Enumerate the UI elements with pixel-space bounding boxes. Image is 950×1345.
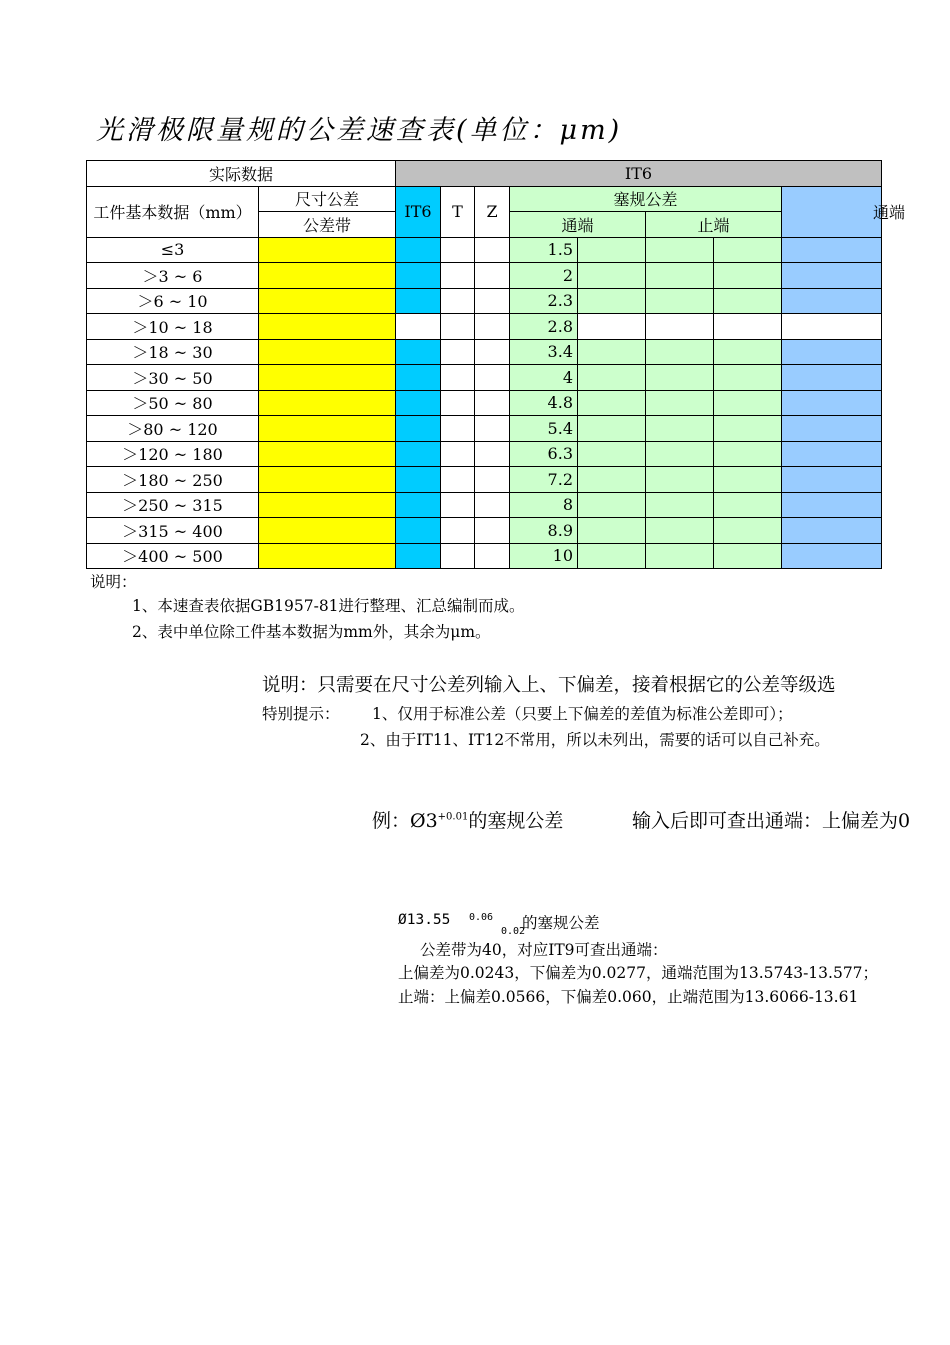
cell-nogo-end-upper bbox=[646, 288, 714, 314]
header-t-col: T bbox=[441, 186, 475, 237]
cell-go-end-upper: 2.3 bbox=[510, 288, 578, 314]
notes-line-1: 1、本速查表依据GB1957-81进行整理、汇总编制而成。 bbox=[132, 597, 525, 615]
cell-nogo-end-lower bbox=[714, 263, 782, 289]
cell-size: ＞250 ~ 315 bbox=[87, 492, 259, 518]
cell-go-end-2 bbox=[782, 492, 882, 518]
cell-it6 bbox=[396, 339, 441, 365]
header-actual-data: 实际数据 bbox=[87, 161, 396, 187]
cell-go-end-upper: 10 bbox=[510, 543, 578, 569]
cell-it6 bbox=[396, 492, 441, 518]
example-1-result: 输入后即可查出通端：上偏差为0 bbox=[632, 810, 911, 832]
cell-nogo-end-lower bbox=[714, 390, 782, 416]
cell-nogo-end-lower bbox=[714, 492, 782, 518]
cell-nogo-end-upper bbox=[646, 416, 714, 442]
cell-go-end-upper: 2.8 bbox=[510, 314, 578, 340]
cell-t bbox=[441, 390, 475, 416]
cell-go-end-2 bbox=[782, 518, 882, 544]
cell-tolerance-band[interactable] bbox=[259, 467, 396, 493]
cell-nogo-end-upper bbox=[646, 237, 714, 263]
cell-tolerance-band[interactable] bbox=[259, 543, 396, 569]
table-row bbox=[87, 314, 882, 340]
cell-tolerance-band[interactable] bbox=[259, 365, 396, 391]
example-1-sup: +0.01 bbox=[437, 811, 469, 823]
cell-t bbox=[441, 263, 475, 289]
cell-nogo-end-upper bbox=[646, 365, 714, 391]
cell-go-end-lower bbox=[578, 543, 646, 569]
cell-t bbox=[441, 441, 475, 467]
cell-size: ＞18 ~ 30 bbox=[87, 339, 259, 365]
cell-it6 bbox=[396, 441, 441, 467]
cell-go-end-upper: 5.4 bbox=[510, 416, 578, 442]
table-row bbox=[87, 543, 882, 569]
example-2-lower: 0.02 bbox=[501, 926, 526, 937]
cell-z bbox=[475, 467, 510, 493]
cell-go-end-lower bbox=[578, 518, 646, 544]
cell-tolerance-band[interactable] bbox=[259, 288, 396, 314]
cell-tolerance-band[interactable] bbox=[259, 416, 396, 442]
cell-nogo-end-lower bbox=[714, 314, 782, 340]
cell-tolerance-band[interactable] bbox=[259, 441, 396, 467]
cell-z bbox=[475, 237, 510, 263]
cell-it6 bbox=[396, 314, 441, 340]
table-row bbox=[87, 467, 882, 493]
cell-z bbox=[475, 365, 510, 391]
cell-nogo-end-upper bbox=[646, 492, 714, 518]
cell-nogo-end-lower bbox=[714, 339, 782, 365]
cell-z bbox=[475, 416, 510, 442]
example-2-line-3: 止端：上偏差0.0566，下偏差0.060，止端范围为13.6066-13.61 bbox=[398, 988, 859, 1006]
cell-z bbox=[475, 339, 510, 365]
cell-t bbox=[441, 288, 475, 314]
cell-size: ＞30 ~ 50 bbox=[87, 365, 259, 391]
cell-go-end-2 bbox=[782, 416, 882, 442]
table-row bbox=[87, 518, 882, 544]
table-row bbox=[87, 237, 882, 263]
cell-size: ＞3 ~ 6 bbox=[87, 263, 259, 289]
cell-nogo-end-upper bbox=[646, 263, 714, 289]
cell-t bbox=[441, 492, 475, 518]
cell-it6 bbox=[396, 467, 441, 493]
example-1-suffix: 的塞规公差 bbox=[468, 810, 564, 832]
cell-size: ＞315 ~ 400 bbox=[87, 518, 259, 544]
cell-z bbox=[475, 390, 510, 416]
instruction-main: 说明：只需要在尺寸公差列输入上、下偏差，接着根据它的公差等级选 bbox=[262, 675, 836, 696]
cell-go-end-upper: 7.2 bbox=[510, 467, 578, 493]
cell-tolerance-band[interactable] bbox=[259, 339, 396, 365]
table-row bbox=[87, 288, 882, 314]
cell-nogo-end-lower bbox=[714, 518, 782, 544]
header-go-end: 通端 bbox=[510, 212, 646, 238]
example-2-line-2: 上偏差为0.0243，下偏差为0.0277，通端范围为13.5743-13.577； bbox=[398, 964, 879, 982]
cell-t bbox=[441, 518, 475, 544]
cell-z bbox=[475, 543, 510, 569]
tip-label: 特别提示： bbox=[262, 705, 340, 723]
header-gauge-tolerance: 塞规公差 bbox=[510, 186, 782, 212]
cell-go-end-upper: 1.5 bbox=[510, 237, 578, 263]
cell-go-end-upper: 8 bbox=[510, 492, 578, 518]
cell-go-end-2 bbox=[782, 263, 882, 289]
cell-nogo-end-upper bbox=[646, 543, 714, 569]
cell-nogo-end-lower bbox=[714, 543, 782, 569]
table-row bbox=[87, 492, 882, 518]
header-it6: IT6 bbox=[396, 161, 882, 187]
example-2-upper: 0.06 bbox=[469, 912, 494, 923]
cell-z bbox=[475, 263, 510, 289]
table-row bbox=[87, 416, 882, 442]
cell-size: ＞180 ~ 250 bbox=[87, 467, 259, 493]
header-size-tolerance: 尺寸公差 bbox=[259, 186, 396, 212]
cell-tolerance-band[interactable] bbox=[259, 263, 396, 289]
cell-it6 bbox=[396, 237, 441, 263]
cell-nogo-end-upper bbox=[646, 314, 714, 340]
table-row bbox=[87, 263, 882, 289]
cell-go-end-2 bbox=[782, 288, 882, 314]
cell-it6 bbox=[396, 518, 441, 544]
cell-nogo-end-lower bbox=[714, 441, 782, 467]
cell-size: ＞400 ~ 500 bbox=[87, 543, 259, 569]
cell-go-end-lower bbox=[578, 441, 646, 467]
cell-nogo-end-upper bbox=[646, 467, 714, 493]
cell-it6 bbox=[396, 416, 441, 442]
notes-heading: 说明： bbox=[90, 573, 137, 591]
cell-z bbox=[475, 518, 510, 544]
cell-go-end-2 bbox=[782, 237, 882, 263]
cell-go-end-2 bbox=[782, 543, 882, 569]
cell-go-end-lower bbox=[578, 339, 646, 365]
cell-t bbox=[441, 365, 475, 391]
header-go-end-2: 通端 bbox=[782, 186, 882, 237]
example-1-prefix: 例：Ø3 bbox=[372, 810, 438, 832]
header-nogo-end: 止端 bbox=[646, 212, 782, 238]
cell-nogo-end-upper bbox=[646, 390, 714, 416]
cell-t bbox=[441, 543, 475, 569]
cell-go-end-lower bbox=[578, 288, 646, 314]
cell-z bbox=[475, 492, 510, 518]
cell-size: ＞80 ~ 120 bbox=[87, 416, 259, 442]
cell-go-end-lower bbox=[578, 467, 646, 493]
cell-tolerance-band[interactable] bbox=[259, 390, 396, 416]
cell-go-end-2 bbox=[782, 390, 882, 416]
tip-2: 2、由于IT11、IT12不常用，所以未列出，需要的话可以自己补充。 bbox=[360, 731, 830, 749]
header-workpiece-size: 工件基本数据（mm） bbox=[87, 186, 259, 237]
cell-it6 bbox=[396, 288, 441, 314]
cell-t bbox=[441, 314, 475, 340]
page-title: 光滑极限量规的公差速查表(单位：μm) bbox=[96, 115, 623, 146]
cell-go-end-lower bbox=[578, 416, 646, 442]
cell-size: ≤3 bbox=[87, 237, 259, 263]
table-row bbox=[87, 339, 882, 365]
cell-nogo-end-lower bbox=[714, 467, 782, 493]
cell-nogo-end-lower bbox=[714, 237, 782, 263]
cell-size: ＞6 ~ 10 bbox=[87, 288, 259, 314]
cell-nogo-end-lower bbox=[714, 288, 782, 314]
cell-it6 bbox=[396, 263, 441, 289]
cell-go-end-2 bbox=[782, 339, 882, 365]
table-row bbox=[87, 365, 882, 391]
cell-go-end-upper: 2 bbox=[510, 263, 578, 289]
cell-nogo-end-lower bbox=[714, 416, 782, 442]
example-2-suffix: 的塞规公差 bbox=[522, 914, 600, 932]
cell-go-end-lower bbox=[578, 365, 646, 391]
cell-it6 bbox=[396, 365, 441, 391]
cell-t bbox=[441, 416, 475, 442]
cell-z bbox=[475, 314, 510, 340]
cell-z bbox=[475, 441, 510, 467]
cell-size: ＞50 ~ 80 bbox=[87, 390, 259, 416]
cell-z bbox=[475, 288, 510, 314]
notes-line-2: 2、表中单位除工件基本数据为mm外，其余为μm。 bbox=[132, 623, 491, 641]
tolerance-table bbox=[86, 160, 950, 569]
table-row bbox=[87, 390, 882, 416]
cell-it6 bbox=[396, 390, 441, 416]
cell-tolerance-band[interactable] bbox=[259, 518, 396, 544]
cell-tolerance-band[interactable] bbox=[259, 237, 396, 263]
header-z-col: Z bbox=[475, 186, 510, 237]
cell-size: ＞10 ~ 18 bbox=[87, 314, 259, 340]
cell-go-end-upper: 8.9 bbox=[510, 518, 578, 544]
example-2-value: Ø13.55 bbox=[398, 912, 451, 928]
cell-go-end-2 bbox=[782, 467, 882, 493]
cell-go-end-upper: 3.4 bbox=[510, 339, 578, 365]
tip-1: 1、仅用于标准公差（只要上下偏差的差值为标准公差即可）； bbox=[372, 705, 793, 723]
cell-tolerance-band[interactable] bbox=[259, 314, 396, 340]
cell-it6 bbox=[396, 543, 441, 569]
cell-go-end-upper: 4 bbox=[510, 365, 578, 391]
cell-nogo-end-lower bbox=[714, 365, 782, 391]
example-2-line-1: 公差带为40，对应IT9可查出通端： bbox=[420, 941, 668, 959]
cell-go-end-lower bbox=[578, 263, 646, 289]
cell-go-end-lower bbox=[578, 390, 646, 416]
cell-tolerance-band[interactable] bbox=[259, 492, 396, 518]
header-it6-col: IT6 bbox=[396, 186, 441, 237]
cell-go-end-lower bbox=[578, 314, 646, 340]
cell-nogo-end-upper bbox=[646, 441, 714, 467]
example-1 bbox=[372, 806, 563, 833]
cell-t bbox=[441, 467, 475, 493]
cell-go-end-2 bbox=[782, 314, 882, 340]
cell-go-end-2 bbox=[782, 365, 882, 391]
cell-go-end-lower bbox=[578, 492, 646, 518]
cell-size: ＞120 ~ 180 bbox=[87, 441, 259, 467]
cell-nogo-end-upper bbox=[646, 339, 714, 365]
cell-go-end-upper: 4.8 bbox=[510, 390, 578, 416]
cell-t bbox=[441, 339, 475, 365]
cell-go-end-lower bbox=[578, 237, 646, 263]
cell-go-end-2 bbox=[782, 441, 882, 467]
cell-nogo-end-upper bbox=[646, 518, 714, 544]
table-row bbox=[87, 441, 882, 467]
header-tolerance-band: 公差带 bbox=[259, 212, 396, 238]
cell-go-end-upper: 6.3 bbox=[510, 441, 578, 467]
cell-t bbox=[441, 237, 475, 263]
